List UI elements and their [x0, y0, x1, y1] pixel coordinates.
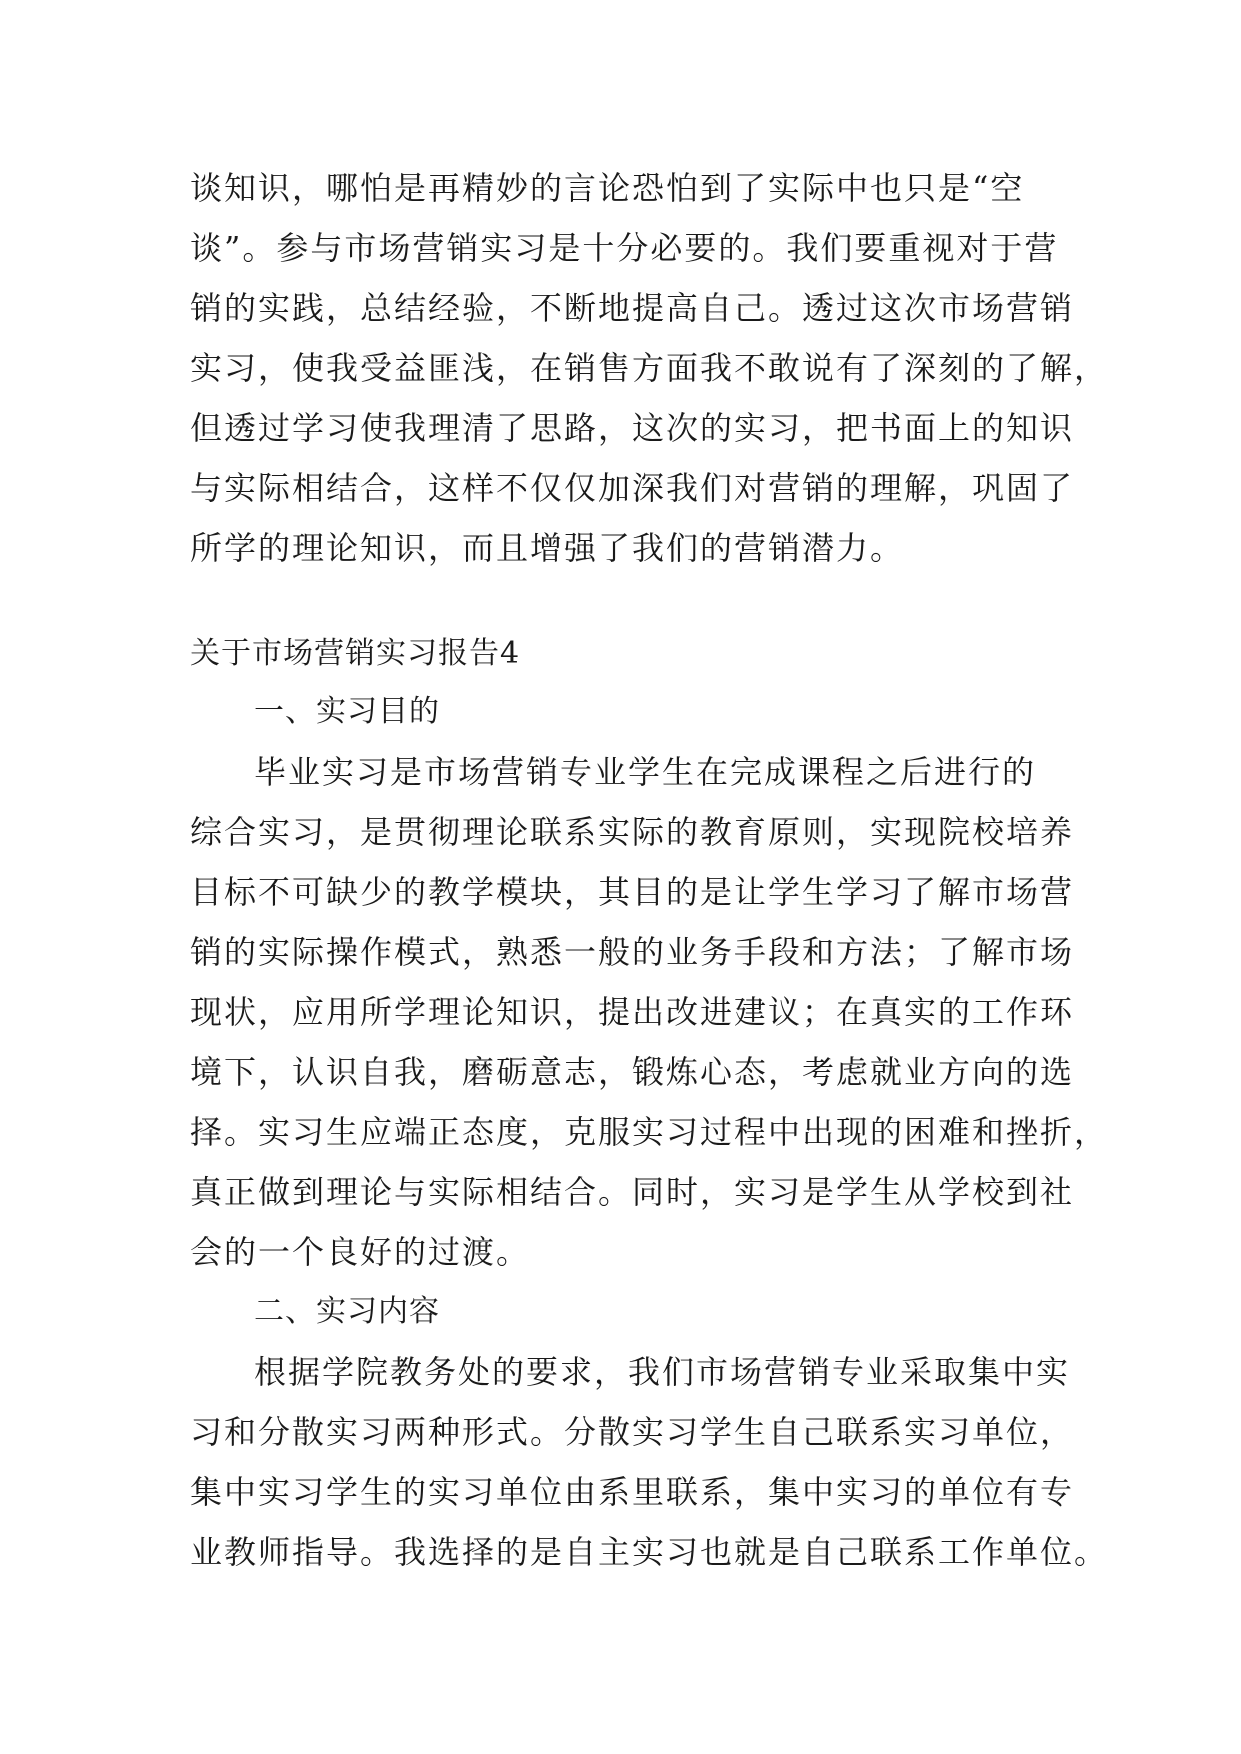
- paragraph-line: 与实际相结合，这样不仅仅加深我们对营销的理解，巩固了: [190, 469, 1075, 507]
- paragraph-line: 目标不可缺少的教学模块，其目的是让学生学习了解市场营: [190, 873, 1075, 911]
- paragraph-line: 择。实习生应端正态度，克服实习过程中出现的困难和挫折，: [190, 1113, 1109, 1151]
- paragraph-line: 销的实践，总结经验，不断地提高自己。透过这次市场营销: [190, 289, 1075, 327]
- paragraph-line: 实习，使我受益匪浅，在销售方面我不敢说有了深刻的了解，: [190, 349, 1109, 387]
- paragraph-line: 所学的理论知识，而且增强了我们的营销潜力。: [190, 529, 905, 567]
- section-title: 关于市场营销实习报告4: [190, 636, 521, 671]
- part2-heading: 二、实习内容: [254, 1294, 440, 1329]
- paragraph-line: 现状，应用所学理论知识，提出改进建议；在真实的工作环: [190, 993, 1075, 1031]
- paragraph-line: 综合实习，是贯彻理论联系实际的教育原则，实现院校培养: [190, 813, 1075, 851]
- paragraph-line: 谈知识，哪怕是再精妙的言论恐怕到了实际中也只是“空: [190, 169, 1025, 207]
- part1-heading: 一、实习目的: [254, 694, 440, 729]
- paragraph-line: 真正做到理论与实际相结合。同时，实习是学生从学校到社: [190, 1173, 1075, 1211]
- paragraph-line: 但透过学习使我理清了思路，这次的实习，把书面上的知识: [190, 409, 1075, 447]
- paragraph-line: 会的一个良好的过渡。: [190, 1233, 531, 1271]
- paragraph-line: 谈”。参与市场营销实习是十分必要的。我们要重视对于营: [190, 229, 1059, 267]
- paragraph-line: 境下，认识自我，磨砺意志，锻炼心态，考虑就业方向的选: [190, 1053, 1075, 1091]
- paragraph-line: 集中实习学生的实习单位由系里联系，集中实习的单位有专: [190, 1473, 1075, 1511]
- paragraph-line: 销的实际操作模式，熟悉一般的业务手段和方法；了解市场: [190, 933, 1075, 971]
- paragraph-line: 根据学院教务处的要求，我们市场营销专业采取集中实: [254, 1353, 1071, 1391]
- paragraph-line: 习和分散实习两种形式。分散实习学生自己联系实习单位，: [190, 1413, 1075, 1451]
- paragraph-line: 毕业实习是市场营销专业学生在完成课程之后进行的: [254, 753, 1037, 791]
- paragraph-line: 业教师指导。我选择的是自主实习也就是自己联系工作单位。: [190, 1533, 1109, 1571]
